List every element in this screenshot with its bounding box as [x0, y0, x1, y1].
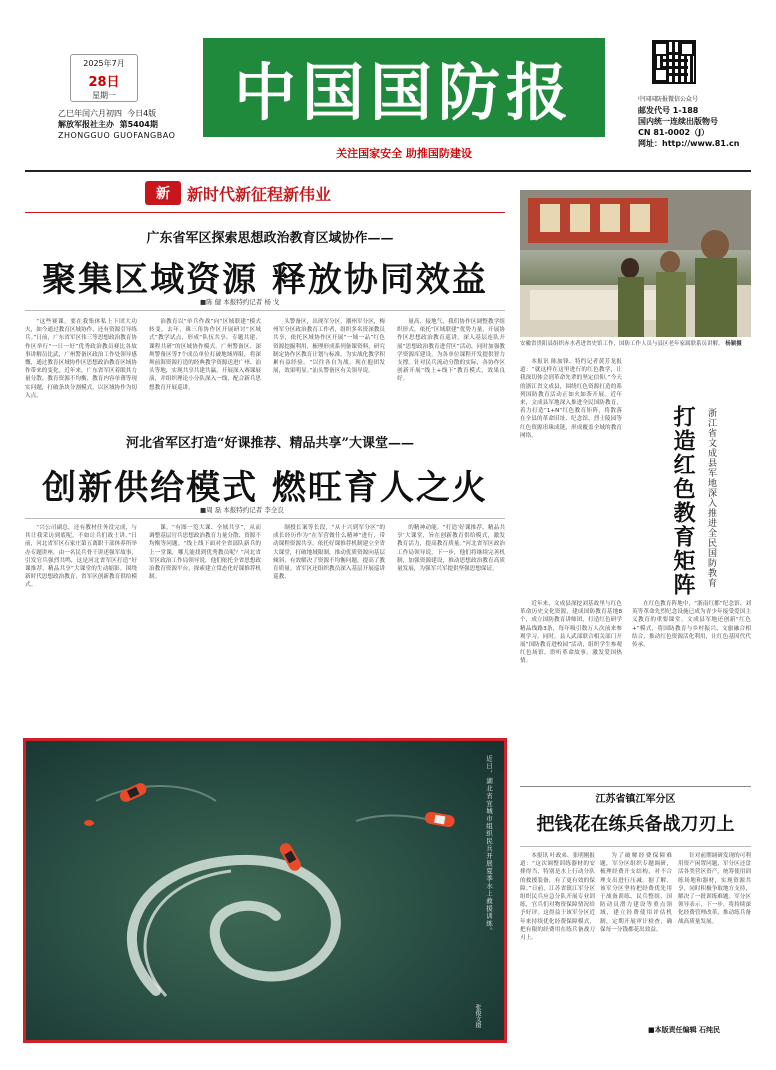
photo-exhibition: [520, 190, 751, 337]
article2-column-3: [273, 524, 385, 726]
article2-headline: 创新供给模式 燃旺育人之火: [42, 468, 488, 508]
article4-rule: [520, 786, 751, 787]
article2-column-4: [397, 524, 505, 726]
article1-text-3: 头警备区，出现军分区，潮州军分区，梅州军分区政治教育工作者，组织多名资深教员共享，依托区域协作区开展“一域一品”红色资源挖掘利用，梳理形成系列备课资料，研究制定协作区教育计划与标准，为实战化教学积累有益经验。“以往各自为战，现在抱团发展，效果明显。”汕头警备区有关领导说。: [273, 319, 385, 375]
lunar-date: 乙巳年闰六月初四: [58, 109, 122, 118]
article1-kicker: 广东省军区探索思想政治教育区域协作——: [146, 231, 394, 246]
date-month: 2025年7月: [83, 59, 125, 68]
article1-text-4: 量高、接地气，我们协作区调整教学组织形式，依托“区域联建”优势力量，开展协作区思想政治教育巡讲，深入基层连队开展“思想政治教育进营区”活动，同时加强教学资源库建设，为各单位课程开发提供智力支撑。针对民兵流动分散的实际，各协作区创新开展“线上+线下”教育模式，效果良好。: [397, 319, 505, 383]
section-badge: 新: [145, 181, 181, 205]
cn-number: CN 81-0002（J）: [638, 128, 710, 137]
article2-column-2: [149, 524, 261, 726]
article3-column-2: [520, 600, 622, 724]
date-day: 28日: [88, 75, 120, 90]
cn-label: 国内统一连续出版物号: [638, 117, 718, 126]
article4-column-2: [600, 852, 672, 1040]
article1-text-1: “这些赛课，要在我集体私上下团大功夫，如今通过教育区域协作，还有资源引导练兵。”日前，广东省军区伟三等思想政治教育协作区举行“一日一好”优秀政治教员赛比各故事讲解员比武，广州警备区政治工作处领导感慨，通过教育区域协作区思想政治教育区域协作带来的变化。近年来，广东省军区着眼其力量分散、教育资源不均衡、教育内容单薄等现实问题，打破条块分割模式，以区域协作为切入点。: [25, 319, 137, 399]
photo-water-rescue-image: [26, 741, 504, 1040]
masthead-info-right: [638, 105, 768, 149]
article2-text-2: 课，“有图一览大课、全域共享”，从而调整基层官兵思想政治教育力量分散、资源不均衡等问题。“线上线下面对全省部队新兵的上一堂课，哪儿能找到优秀教员呢？”河北省军区政治工作局领导说，他们依托全省思想政治教育资源平台，探索建立常态化好课推荐机制。: [149, 525, 261, 581]
article4-headline: 把钱花在练兵备战刀刃上: [536, 814, 735, 835]
article3-subtitle: 浙江省文成县军地深入推进全民国防教育: [706, 408, 716, 588]
article4-text-1: 本报讯 叶政弟、张明刚报道：“这次调整训练器材的安排得当，特别是水上行动分队的救援装备，有了更有效的保障。”日前，江苏省镇江军分区组织民兵应急分队开展专业训练，官兵们对物资保障情况给予好评。这得益于该军分区近年来持续优化经费保障模式，把有限的经费用在练兵备战刀刃上。: [520, 853, 595, 942]
article3-text-3: 在红色教育阵地中，“浙南红都”纪念馆、刘英等革命先烈纪念设施已成为青少年接受爱国主义教育的重要课堂。文成县军地还创新“红色+”模式，将国防教育与乡村振兴、文旅融合相结合，推动红色资源活化利用，让红色基因代代传承。: [632, 601, 751, 649]
article4-rule-2: [520, 846, 751, 847]
article4-column-3: [678, 852, 751, 1017]
masthead-rule: [25, 170, 751, 172]
qr-code-icon: [652, 40, 696, 84]
photo-top-caption-block: [520, 340, 751, 348]
postal-code: 邮发代号 1-188: [638, 106, 699, 115]
website: 网址：http://www.81.cn: [638, 139, 740, 148]
article3-column-3: [632, 600, 751, 724]
article3-text-1: 本报讯 陈加锋、特约记者黄芳龙报道：“就这样在这里进行的红色教学，让我深切体会到革命先辈的坚定信仰。”今天的浙江省文成县，围绕红色资源打造的系列国防教育活动正如火如荼开展。近年来，文成县军地深入推进全民国防教育，着力打造“1+N”红色教育矩阵，将散落在全县的革命旧址、纪念馆、烈士陵园等红色资源串珠成链，形成覆盖全域的教育网络。: [520, 359, 622, 439]
article2-column-1: [25, 524, 137, 726]
article4-text-3: 针对前期调研发现的可利用资产闲置问题，军分区还盘活各类营区资产，统筹使用训练场地和器材，实现资源共享，同时积极争取地方支持，解决了一批训练难题。军分区领导表示，下一步，将持续深化经费管理改革，推动练兵备战高质量发展。: [678, 853, 751, 925]
pinyin-title: ZHONGGUO GUOFANGBAO: [58, 131, 176, 140]
article4-column-1: [520, 852, 595, 1040]
article2-kicker: 河北省军区打造“好课推荐、精品共享”大课堂——: [126, 436, 414, 451]
section-header: [145, 181, 331, 205]
qr-caption: 中国国防报微信公众号: [638, 96, 699, 103]
article3-column-1: [520, 358, 622, 598]
article1-column-4: [397, 318, 505, 433]
section-rule: [25, 212, 505, 213]
article1-column-3: [273, 318, 385, 433]
article1-headline: 聚集区域资源 释放协同效益: [42, 260, 488, 300]
article2-text-4: 的精神动能。“打造‘好课推荐、精品共享’大课堂，旨在创新教育供给模式，激发教育活力，提高教育质量。”河北省军区政治工作局领导说，下一步，他们将继续完善机制，加强资源建设，推动思想政治教育高质量发展，为强军兴军提供坚强思想保证。: [397, 525, 505, 573]
date-week: 星期一: [92, 91, 116, 100]
article3-headline: 打造红色教育矩阵: [670, 405, 696, 597]
masthead-info-left: [58, 108, 198, 141]
article1-rule: [25, 310, 505, 311]
article2-byline: ■周 磊 本报特约记者 李全良: [200, 506, 284, 514]
article2-text-1: “兴公司副总，还有教材任务没完成，与其让我采访到底呢，不如让兵们战士讲。”日前，河北省军区石家庄第五离职干部休养所举办专题讲座，由一名民兵骨干讲述强军故事，引发官兵强烈共鸣，这是河北省军区打造“好课推荐、精品共享”大课堂的生动缩影。围绕新时代思想政治教育，省军区创新教育供给模式。: [25, 525, 137, 589]
photo-bottom-caption: 近日，湖北省宜城市组织民兵开展夏季水上救援训练。: [485, 755, 493, 935]
article1-column-1: [25, 318, 137, 433]
newspaper-title: 中国国防报: [203, 38, 605, 137]
article1-column-2: [149, 318, 261, 433]
page-count: 今日4版: [127, 109, 157, 118]
section-title: 新时代新征程新伟业: [187, 184, 332, 204]
publisher: 解放军报社主办: [58, 120, 114, 129]
article3-text-2: 近年来，文成县深挖刘基故里与红色革命历史文化资源，建成国防教育基地8个，成立国防教育讲师团，打造红色研学精品线路3条，每年吸引数万人次前来参观学习。同时，县人武部联合相关部门开展“国防教育进校园”活动，组织学生参观红色场馆，聆听革命故事，激发爱国热情。: [520, 601, 622, 665]
issue-number: 第5404期: [119, 120, 158, 129]
article2-rule: [25, 518, 505, 519]
date-box: [70, 54, 138, 102]
photo-water-rescue: [23, 738, 507, 1043]
article1-byline: ■陈 健 本报特约记者 杨 戈: [200, 298, 280, 306]
article4-kicker: 江苏省镇江军分区: [595, 794, 676, 805]
editor-credit: ■本版责任编辑 石纯民: [648, 1026, 721, 1034]
masthead-slogan: 关注国家安全 助推国防建设: [336, 147, 472, 160]
article4-text-2: 为了破解经费保障难题，军分区组织专题调研，梳理经费开支结构，对不合理支出进行压减。据了解，该军分区坚持把经费优先用于战备训练、民兵整组、国防动员潜力建设等重点领域，建立经费使用评估机制，定期开展审计检查，确保每一分钱都花出效益。: [600, 853, 672, 933]
article1-text-2: 治教育以“单兵作战”向“区域联建”模式转变。去年，珠三角协作区开展研讨“区域式”教学试点，形成“队伍共享、专题共建、课程共研”的区域协作模式。广州警备区、深圳警备区等7个成员单位打破地域界限，将深圳前海资源打造的经典教学资源送进广州、汕头等地，实现共享共建共赢。开展深入赛课展演，并组织理论小分队深入一线，配合新兵思想教育开展巡讲。: [149, 319, 261, 391]
photo-exhibition-image: [520, 190, 751, 337]
article2-text-3: 制授长案等长段，“从十兴到军分区”的成长经历作为“在军营做什么精神”进行，带动课程资源共享。依托好课推荐机制建立全省大课堂，打破地域限制，推动优质资源向基层倾斜，有效解决了资源不均衡问题，提高了教育质量。省军区还组织教员深入基层开展巡讲巡教。: [273, 525, 385, 581]
photo-top-credit: 杨颖摄: [725, 341, 742, 347]
photo-bottom-credit: 张俊文摄: [474, 1004, 481, 1028]
photo-top-caption: 安徽省贵阳县组织赤水者进省史馆工作，国防工作人员与县区老年家属联系员讲解。: [520, 341, 724, 347]
